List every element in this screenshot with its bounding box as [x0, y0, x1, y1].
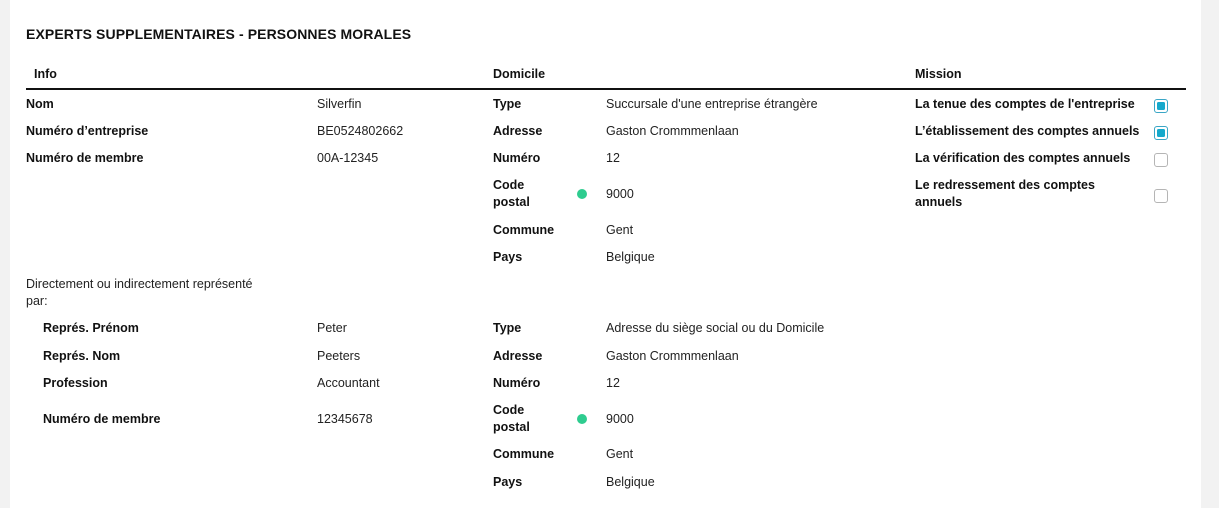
rep-domicile-label-numero: Numéro	[493, 376, 541, 390]
domicile-value-pays: Belgique	[606, 250, 655, 264]
rep-label-numero-membre: Numéro de membre	[43, 412, 161, 426]
mission-label-verification: La vérification des comptes annuels	[915, 151, 1131, 165]
info-label-numero-entreprise: Numéro d’entreprise	[26, 124, 149, 138]
mission-checkbox-tenue[interactable]	[1154, 99, 1168, 113]
rep-domicile-value-adresse: Gaston Crommmenlaan	[606, 349, 739, 363]
info-label-numero-membre: Numéro de membre	[26, 151, 144, 165]
rep-domicile-label-type: Type	[493, 321, 522, 335]
represente-par-text: Directement ou indirectement représenté par:	[26, 277, 253, 308]
mission-label-redressement: Le redressement des comptes annuels	[915, 178, 1095, 209]
rep-label-prenom: Représ. Prénom	[43, 321, 139, 335]
rep-domicile-label-adresse: Adresse	[493, 349, 543, 363]
domicile-value-adresse: Gaston Crommmenlaan	[606, 124, 739, 138]
info-value-numero-entreprise: BE0524802662	[317, 124, 404, 138]
mission-checkbox-etablissement[interactable]	[1154, 126, 1168, 140]
rep-domicile-value-commune: Gent	[606, 447, 634, 461]
rep-domicile-value-numero: 12	[606, 376, 620, 390]
status-dot	[577, 414, 587, 424]
column-header-mission: Mission	[915, 67, 962, 81]
mission-label-etablissement: L’établissement des comptes annuels	[915, 124, 1140, 138]
rep-label-profession: Profession	[43, 376, 108, 390]
info-value-numero-membre: 00A-12345	[317, 151, 379, 165]
mission-label-tenue: La tenue des comptes de l'entreprise	[915, 97, 1135, 111]
rep-label-nom: Représ. Nom	[43, 349, 121, 363]
domicile-label-numero: Numéro	[493, 151, 541, 165]
rep-value-profession: Accountant	[317, 376, 380, 390]
domicile-label-type: Type	[493, 97, 522, 111]
experts-card	[10, 0, 1201, 508]
rep-value-numero-membre: 12345678	[317, 412, 373, 426]
status-dot	[577, 189, 587, 199]
rep-domicile-value-pays: Belgique	[606, 475, 655, 489]
column-header-info: Info	[34, 67, 57, 81]
rep-domicile-value-type: Adresse du siège social ou du Domicile	[606, 321, 825, 335]
info-value-nom: Silverfin	[317, 97, 362, 111]
domicile-value-type: Succursale d'une entreprise étrangère	[606, 97, 818, 111]
rep-domicile-label-pays: Pays	[493, 475, 523, 489]
column-header-domicile: Domicile	[493, 67, 546, 81]
rep-value-nom: Peeters	[317, 349, 361, 363]
domicile-value-numero: 12	[606, 151, 620, 165]
rep-domicile-value-code-postal: 9000	[606, 412, 634, 426]
mission-checkbox-verification[interactable]	[1154, 153, 1168, 167]
section-title: EXPERTS SUPPLEMENTAIRES - PERSONNES MORALES	[26, 26, 412, 42]
domicile-label-commune: Commune	[493, 223, 555, 237]
domicile-value-code-postal: 9000	[606, 187, 634, 201]
domicile-label-code-postal: Code postal	[493, 178, 530, 209]
info-label-nom: Nom	[26, 97, 54, 111]
domicile-value-commune: Gent	[606, 223, 634, 237]
domicile-label-adresse: Adresse	[493, 124, 543, 138]
mission-checkbox-redressement[interactable]	[1154, 189, 1168, 203]
rep-domicile-label-code-postal: Code postal	[493, 403, 530, 434]
rep-domicile-label-commune: Commune	[493, 447, 555, 461]
domicile-label-pays: Pays	[493, 250, 523, 264]
rep-value-prenom: Peter	[317, 321, 347, 335]
header-divider	[26, 88, 1186, 90]
